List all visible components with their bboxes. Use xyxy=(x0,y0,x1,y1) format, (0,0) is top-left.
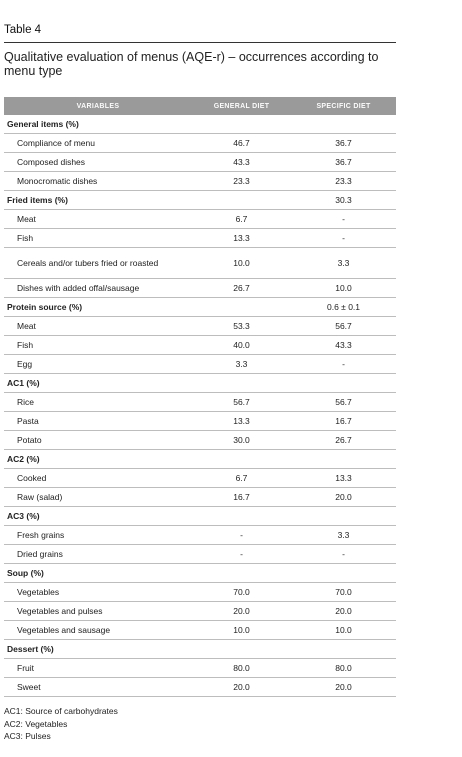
general-diet-value xyxy=(192,115,291,134)
row-label: Egg xyxy=(4,355,192,374)
general-diet-value: 30.0 xyxy=(192,431,291,450)
group-header-row xyxy=(4,374,396,393)
row-label: Fish xyxy=(4,229,192,248)
general-diet-value: 56.7 xyxy=(192,393,291,412)
specific-diet-value xyxy=(291,374,396,393)
specific-diet-value: 0.6 ± 0.1 xyxy=(291,298,396,317)
specific-diet-value: 56.7 xyxy=(291,317,396,336)
table-row xyxy=(4,393,396,412)
row-label: Dried grains xyxy=(4,545,192,564)
row-label: Vegetables and pulses xyxy=(4,602,192,621)
table-row xyxy=(4,153,396,172)
specific-diet-value: 56.7 xyxy=(291,393,396,412)
table-row xyxy=(4,134,396,153)
row-label: Cereals and/or tubers fried or roasted xyxy=(4,248,192,279)
general-diet-value xyxy=(192,507,291,526)
general-diet-value: 3.3 xyxy=(192,355,291,374)
general-diet-value: 6.7 xyxy=(192,469,291,488)
row-label: Fruit xyxy=(4,659,192,678)
row-label: Fresh grains xyxy=(4,526,192,545)
header-row xyxy=(4,97,396,115)
general-diet-value: 23.3 xyxy=(192,172,291,191)
specific-diet-value xyxy=(291,507,396,526)
general-diet-value: 70.0 xyxy=(192,583,291,602)
specific-diet-value: 80.0 xyxy=(291,659,396,678)
general-diet-value: 80.0 xyxy=(192,659,291,678)
table-row xyxy=(4,317,396,336)
specific-diet-value: - xyxy=(291,229,396,248)
specific-diet-value: 3.3 xyxy=(291,526,396,545)
general-diet-value xyxy=(192,564,291,583)
row-label: Soup (%) xyxy=(4,564,192,583)
table-row xyxy=(4,583,396,602)
row-label: Vegetables and sausage xyxy=(4,621,192,640)
row-label: Meat xyxy=(4,210,192,229)
table-row xyxy=(4,336,396,355)
row-label: Protein source (%) xyxy=(4,298,192,317)
footnote-ac1: AC1: Source of carbohydrates xyxy=(4,706,118,716)
table-row xyxy=(4,469,396,488)
group-header-row xyxy=(4,564,396,583)
group-header-row xyxy=(4,298,396,317)
row-label: Monocromatic dishes xyxy=(4,172,192,191)
row-label: Vegetables xyxy=(4,583,192,602)
table-label: Table 4 xyxy=(4,24,42,36)
row-label: General items (%) xyxy=(4,115,192,134)
group-header-row xyxy=(4,115,396,134)
row-label: AC2 (%) xyxy=(4,450,192,469)
general-diet-value: - xyxy=(192,545,291,564)
table-row xyxy=(4,621,396,640)
row-label: Potato xyxy=(4,431,192,450)
specific-diet-value: 43.3 xyxy=(291,336,396,355)
row-label: Cooked xyxy=(4,469,192,488)
table-row xyxy=(4,602,396,621)
general-diet-value: 20.0 xyxy=(192,678,291,697)
row-label: Sweet xyxy=(4,678,192,697)
general-diet-value: 26.7 xyxy=(192,279,291,298)
table-row xyxy=(4,279,396,298)
specific-diet-value: - xyxy=(291,210,396,229)
general-diet-value xyxy=(192,191,291,210)
data-table xyxy=(4,97,396,697)
specific-diet-value: 20.0 xyxy=(291,602,396,621)
table-row xyxy=(4,678,396,697)
specific-diet-value: 10.0 xyxy=(291,621,396,640)
header-general-diet: GENERAL DIET xyxy=(192,97,291,115)
header-specific-diet: SPECIFIC DIET xyxy=(291,97,396,115)
footnote-ac3: AC3: Pulses xyxy=(4,731,51,741)
specific-diet-value: 30.3 xyxy=(291,191,396,210)
row-label: Dessert (%) xyxy=(4,640,192,659)
general-diet-value: 46.7 xyxy=(192,134,291,153)
footnotes xyxy=(4,705,118,743)
specific-diet-value: 20.0 xyxy=(291,678,396,697)
specific-diet-value xyxy=(291,450,396,469)
general-diet-value: - xyxy=(192,526,291,545)
general-diet-value: 53.3 xyxy=(192,317,291,336)
table-row xyxy=(4,229,396,248)
specific-diet-value xyxy=(291,640,396,659)
specific-diet-value: 20.0 xyxy=(291,488,396,507)
specific-diet-value: 36.7 xyxy=(291,153,396,172)
row-label: Fried items (%) xyxy=(4,191,192,210)
row-label: Dishes with added offal/sausage xyxy=(4,279,192,298)
group-header-row xyxy=(4,640,396,659)
row-label: Rice xyxy=(4,393,192,412)
table-row xyxy=(4,412,396,431)
group-header-row xyxy=(4,450,396,469)
table-row xyxy=(4,210,396,229)
specific-diet-value: 13.3 xyxy=(291,469,396,488)
row-label: AC1 (%) xyxy=(4,374,192,393)
general-diet-value: 13.3 xyxy=(192,412,291,431)
table-row xyxy=(4,248,396,279)
general-diet-value xyxy=(192,298,291,317)
specific-diet-value: 16.7 xyxy=(291,412,396,431)
group-header-row xyxy=(4,191,396,210)
general-diet-value: 10.0 xyxy=(192,248,291,279)
general-diet-value xyxy=(192,374,291,393)
general-diet-value: 13.3 xyxy=(192,229,291,248)
specific-diet-value: 70.0 xyxy=(291,583,396,602)
table-row xyxy=(4,659,396,678)
general-diet-value: 20.0 xyxy=(192,602,291,621)
table-row xyxy=(4,545,396,564)
group-header-row xyxy=(4,507,396,526)
table-caption: Qualitative evaluation of menus (AQE-r) – occurrences according to menu type xyxy=(4,50,379,78)
general-diet-value: 40.0 xyxy=(192,336,291,355)
specific-diet-value: 3.3 xyxy=(291,248,396,279)
specific-diet-value: 36.7 xyxy=(291,134,396,153)
row-label: Fish xyxy=(4,336,192,355)
specific-diet-value: - xyxy=(291,545,396,564)
row-label: Compliance of menu xyxy=(4,134,192,153)
table-body xyxy=(4,115,396,697)
table-row xyxy=(4,431,396,450)
specific-diet-value: - xyxy=(291,355,396,374)
general-diet-value xyxy=(192,450,291,469)
specific-diet-value: 23.3 xyxy=(291,172,396,191)
table-row xyxy=(4,526,396,545)
table-header xyxy=(4,97,396,115)
row-label: Pasta xyxy=(4,412,192,431)
general-diet-value: 43.3 xyxy=(192,153,291,172)
specific-diet-value: 10.0 xyxy=(291,279,396,298)
row-label: Composed dishes xyxy=(4,153,192,172)
table-row xyxy=(4,172,396,191)
header-variables: VARIABLES xyxy=(4,97,192,115)
row-label: AC3 (%) xyxy=(4,507,192,526)
row-label: Raw (salad) xyxy=(4,488,192,507)
table-row xyxy=(4,355,396,374)
specific-diet-value xyxy=(291,115,396,134)
specific-diet-value: 26.7 xyxy=(291,431,396,450)
general-diet-value: 16.7 xyxy=(192,488,291,507)
row-label: Meat xyxy=(4,317,192,336)
general-diet-value xyxy=(192,640,291,659)
top-rule xyxy=(4,42,396,43)
footnote-ac2: AC2: Vegetables xyxy=(4,718,68,729)
specific-diet-value xyxy=(291,564,396,583)
general-diet-value: 6.7 xyxy=(192,210,291,229)
general-diet-value: 10.0 xyxy=(192,621,291,640)
table-row xyxy=(4,488,396,507)
